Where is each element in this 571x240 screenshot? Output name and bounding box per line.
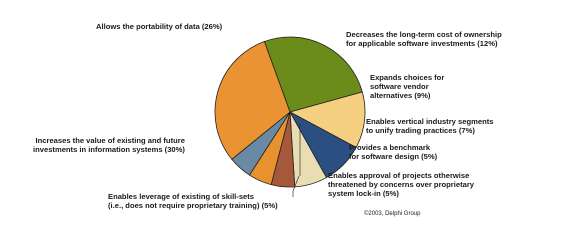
label-benchmark-line1: Provides a benchmark <box>349 143 431 152</box>
label-approval <box>328 171 474 198</box>
label-choices-line2: software vendor <box>370 82 429 91</box>
label-approval-line1: Enables approval of projects otherwise <box>328 171 470 180</box>
label-portability-text: Allows the portability of data (26%) <box>96 22 223 31</box>
label-benchmark-line2: for software design (5%) <box>349 152 438 161</box>
label-vertical-line2: to unify trading practices (7%) <box>366 126 475 135</box>
label-cost-line1: Decreases the long-term cost of ownership <box>346 30 502 39</box>
label-choices <box>370 73 444 100</box>
label-cost-line2: for applicable software investments (12%) <box>346 39 498 48</box>
copyright-text: ©2003, Delphi Group <box>364 211 421 217</box>
label-value <box>33 136 185 154</box>
pie-slices <box>215 37 365 187</box>
label-leverage <box>108 192 278 210</box>
label-cost <box>346 30 502 48</box>
label-choices-line1: Expands choices for <box>370 73 445 82</box>
label-portability <box>96 22 222 31</box>
label-approval-line2: threatened by concerns over proprietary <box>328 180 475 189</box>
label-vertical <box>366 117 493 135</box>
label-vertical-line1: Enables vertical industry segments <box>366 117 494 126</box>
label-benchmark <box>349 143 437 161</box>
label-value-line2: investments in information systems (30%) <box>33 145 185 154</box>
label-approval-line3: system lock-in (5%) <box>328 189 399 198</box>
label-leverage-line2: (i.e., does not require proprietary training) (5%) <box>108 201 278 210</box>
label-choices-line3: alternatives (9%) <box>370 91 431 100</box>
label-leverage-line1: Enables leverage of existing of skill-sets <box>108 192 255 201</box>
label-value-line1: Increases the value of existing and future <box>35 136 185 145</box>
